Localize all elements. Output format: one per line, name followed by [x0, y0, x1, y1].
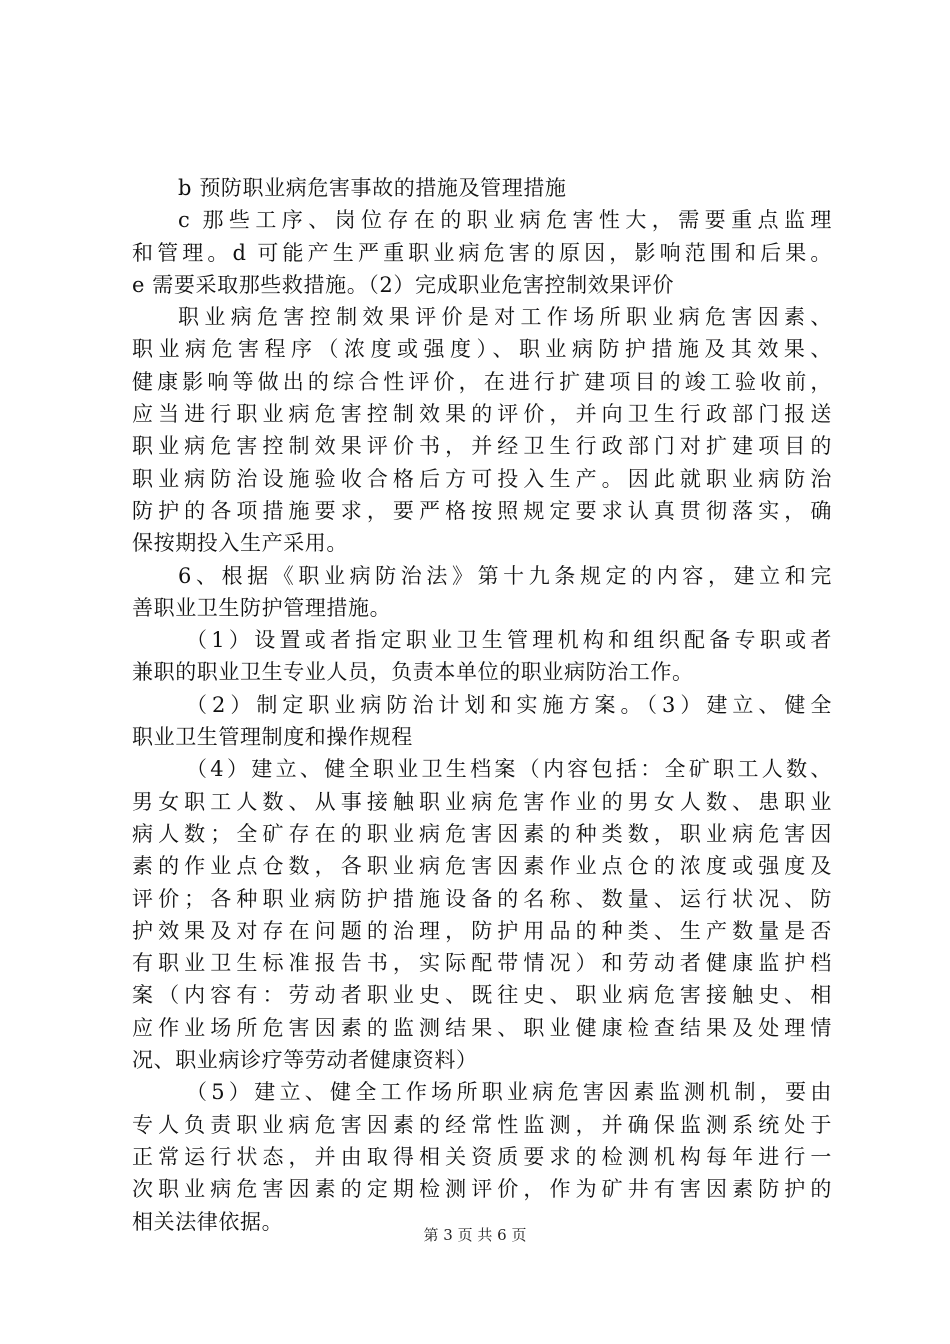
text-line: 兼职的职业卫生专业人员，负责本单位的职业病防治工作。 [132, 660, 694, 685]
text-line: 应作业场所危害因素的监测结果、职业健康检查结果及处理情 [132, 1015, 832, 1040]
text-line: （2）制定职业病防治计划和实施方案。（3）建立、健全 [186, 692, 832, 717]
text-line: （4）建立、健全职业卫生档案（内容包括：全矿职工人数、 [186, 757, 832, 782]
text-line: 案（内容有：劳动者职业史、既往史、职业病危害接触史、相 [132, 983, 832, 1008]
text-line: 职业卫生管理制度和操作规程 [132, 725, 413, 750]
text-line: 素的作业点仓数，各职业病危害因素作业点仓的浓度或强度及 [132, 854, 832, 879]
text-line: 病人数；全矿存在的职业病危害因素的种类数，职业病危害因 [132, 821, 832, 846]
page-footer: 第 3 页 共 6 页 [423, 1226, 527, 1244]
text-line: 健康影响等做出的综合性评价，在进行扩建项目的竣工验收前， [132, 369, 832, 394]
text-line: （1）设置或者指定职业卫生管理机构和组织配备专职或者 [186, 628, 832, 653]
document-body [132, 172, 832, 1238]
text-line: 评价；各种职业病防护措施设备的名称、数量、运行状况、防 [132, 886, 832, 911]
text-line: 职业病防治设施验收合格后方可投入生产。因此就职业病防治 [132, 466, 832, 491]
text-line: 职业病危害控制效果评价书，并经卫生行政部门对扩建项目的 [132, 434, 832, 459]
text-line: c 那些工序、岗位存在的职业病危害性大，需要重点监理 [178, 208, 832, 233]
text-line: （5）建立、健全工作场所职业病危害因素监测机制，要由 [186, 1080, 832, 1105]
text-line: 护效果及对存在问题的治理，防护用品的种类、生产数量是否 [132, 918, 832, 943]
text-line: 正常运行状态，并由取得相关资质要求的检测机构每年进行一 [132, 1144, 832, 1169]
text-line: 次职业病危害因素的定期检测评价，作为矿井有害因素防护的 [132, 1177, 832, 1202]
text-line: 职业病危害程序（浓度或强度）、职业病防护措施及其效果、 [132, 337, 832, 362]
text-line: b 预防职业病危害事故的措施及管理措施 [178, 176, 567, 200]
text-line: 和管理。d 可能产生严重职业病危害的原因，影响范围和后果。 [132, 240, 832, 265]
text-line: 6、根据《职业病防治法》第十九条规定的内容，建立和完 [178, 563, 832, 588]
text-line: 专人负责职业病危害因素的经常性监测，并确保监测系统处于 [132, 1112, 832, 1137]
text-line: 相关法律依据。 [132, 1209, 284, 1234]
text-line: 男女职工人数、从事接触职业病危害作业的男女人数、患职业 [132, 789, 832, 814]
text-line: e 需要采取那些救措施。（2）完成职业危害控制效果评价 [132, 272, 675, 297]
text-line: 善职业卫生防护管理措施。 [132, 595, 392, 620]
text-line: 职业病危害控制效果评价是对工作场所职业病危害因素、 [178, 305, 832, 330]
text-line: 有职业卫生标准报告书，实际配带情况）和劳动者健康监护档 [132, 951, 832, 976]
text-line: 保按期投入生产采用。 [132, 531, 348, 556]
text-line: 况、职业病诊疗等劳动者健康资料） [132, 1048, 478, 1073]
text-line: 应当进行职业病危害控制效果的评价，并向卫生行政部门报送 [132, 402, 832, 427]
text-line: 防护的各项措施要求，要严格按照规定要求认真贯彻落实，确 [132, 498, 832, 523]
